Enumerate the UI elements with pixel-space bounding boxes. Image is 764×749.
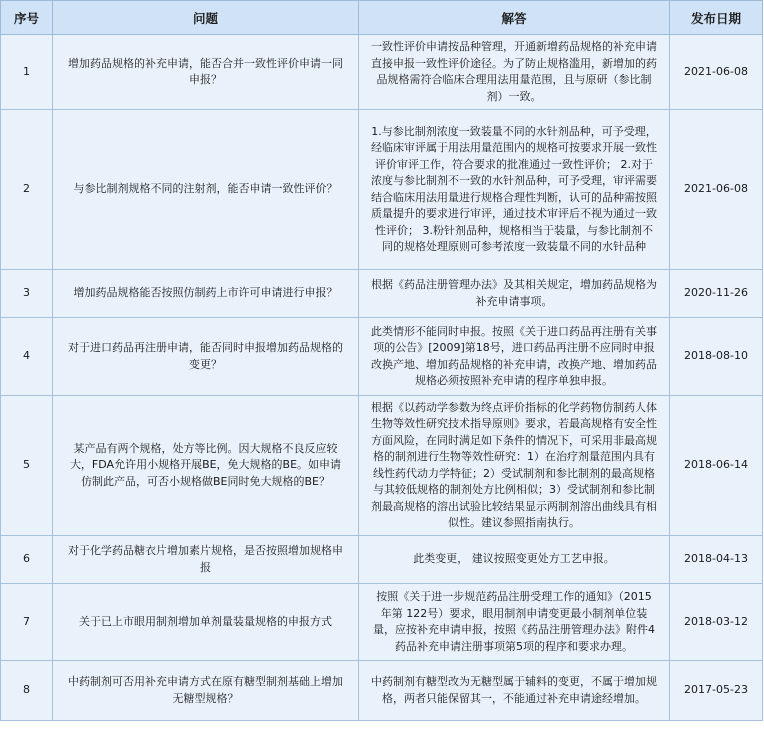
table-row — [1, 270, 763, 318]
row-date: 2021-06-08 — [670, 110, 763, 270]
row-date: 2018-08-10 — [670, 318, 763, 396]
row-num: 8 — [1, 661, 53, 721]
row-num: 4 — [1, 318, 53, 396]
header-question: 问题 — [53, 1, 359, 35]
row-num: 1 — [1, 35, 53, 110]
row-date: 2018-06-14 — [670, 396, 763, 536]
row-question: 关于已上市眼用制剂增加单剂量装量规格的申报方式 — [53, 584, 359, 661]
row-date: 2018-03-12 — [670, 584, 763, 661]
table-row — [1, 318, 763, 396]
header-num: 序号 — [1, 1, 53, 35]
row-question: 中药制剂可否用补充申请方式在原有糖型制剂基础上增加无糖型规格？ — [53, 661, 359, 721]
row-num: 7 — [1, 584, 53, 661]
row-answer: 中药制剂有糖型改为无糖型属于辅料的变更，不属于增加规格，两者只能保留其一，不能通过补充申请途经增加。 — [359, 661, 670, 721]
row-answer: 1.与参比制剂浓度一致装量不同的水针剂品种，可予受理，经临床审评属于用法用量范围内的规格可按要求开展一致性评价审评工作，符合要求的批准通过一致性评价； 2.对于浓度与参比制剂不一致的水针剂品种，可予受理，审评需要结合临床用法用量进行规格合理性判断，认可的品种需按照质量提升的要求进行审评，通过技术审评后不视为通过一致性评价； 3.粉针剂品种，规格相当于装量，与参比制剂不同的规格处理原则可参考浓度一致装量不同的水针品种 — [359, 110, 670, 270]
row-question: 增加药品规格能否按照仿制药上市许可申请进行申报？ — [53, 270, 359, 318]
row-question: 与参比制剂规格不同的注射剂，能否申请一致性评价？ — [53, 110, 359, 270]
row-answer: 根据《以药动学参数为终点评价指标的化学药物仿制药人体生物等效性研究技术指导原则》要求，若最高规格有安全性方面风险，在同时满足如下条件的情况下，可采用非最高规格的制剂进行生物等效性研究：1）在治疗剂量范围内具有线性药代动力学特征；2）受试制剂和参比制剂的最高规格与其较低规格的制剂处方比例相似；3）受试制剂和参比制剂最高规格的溶出试验比较结果显示两制剂溶出曲线具有相似性。建议参照指南执行。 — [359, 396, 670, 536]
header-row — [1, 1, 763, 35]
row-num: 6 — [1, 536, 53, 584]
row-answer: 一致性评价申请按品种管理，开通新增药品规格的补充申请直接申报一致性评价途径。为了防止规格滥用，新增加的药品规格需符合临床合理用法用量范围，且与原研（参比制剂）一致。 — [359, 35, 670, 110]
row-date: 2021-06-08 — [670, 35, 763, 110]
header-date: 发布日期 — [670, 1, 763, 35]
table-row — [1, 536, 763, 584]
row-date: 2017-05-23 — [670, 661, 763, 721]
row-answer: 按照《关于进一步规范药品注册受理工作的通知》（2015年第 122号）要求，眼用制剂申请变更最小制剂单位装量，应按补充申请申报，按照《药品注册管理办法》附件4药品补充申请注册事项第5项的程序和要求办理。 — [359, 584, 670, 661]
header-answer: 解答 — [359, 1, 670, 35]
table-row — [1, 35, 763, 110]
row-answer: 此类情形不能同时申报。按照《关于进口药品再注册有关事项的公告》[2009]第18号，进口药品再注册不应同时申报改换产地、增加药品规格的补充申请，改换产地、增加药品规格必须按照补充申请的程序单独申报。 — [359, 318, 670, 396]
table-row — [1, 584, 763, 661]
row-num: 3 — [1, 270, 53, 318]
row-answer: 根据《药品注册管理办法》及其相关规定，增加药品规格为补充申请事项。 — [359, 270, 670, 318]
row-question: 对于化学药品糖衣片增加素片规格，是否按照增加规格申报 — [53, 536, 359, 584]
table-row — [1, 110, 763, 270]
table-row — [1, 396, 763, 536]
row-date: 2020-11-26 — [670, 270, 763, 318]
row-num: 5 — [1, 396, 53, 536]
row-question: 对于进口药品再注册申请，能否同时申报增加药品规格的变更？ — [53, 318, 359, 396]
row-question: 某产品有两个规格，处方等比例。因大规格不良反应较大，FDA允许用小规格开展BE，免大规格的BE。如申请仿制此产品，可否小规格做BE同时免大规格的BE？ — [53, 396, 359, 536]
row-date: 2018-04-13 — [670, 536, 763, 584]
row-num: 2 — [1, 110, 53, 270]
row-answer: 此类变更， 建议按照变更处方工艺申报。 — [359, 536, 670, 584]
row-question: 增加药品规格的补充申请，能否合并一致性评价申请一同申报？ — [53, 35, 359, 110]
table-row — [1, 661, 763, 721]
